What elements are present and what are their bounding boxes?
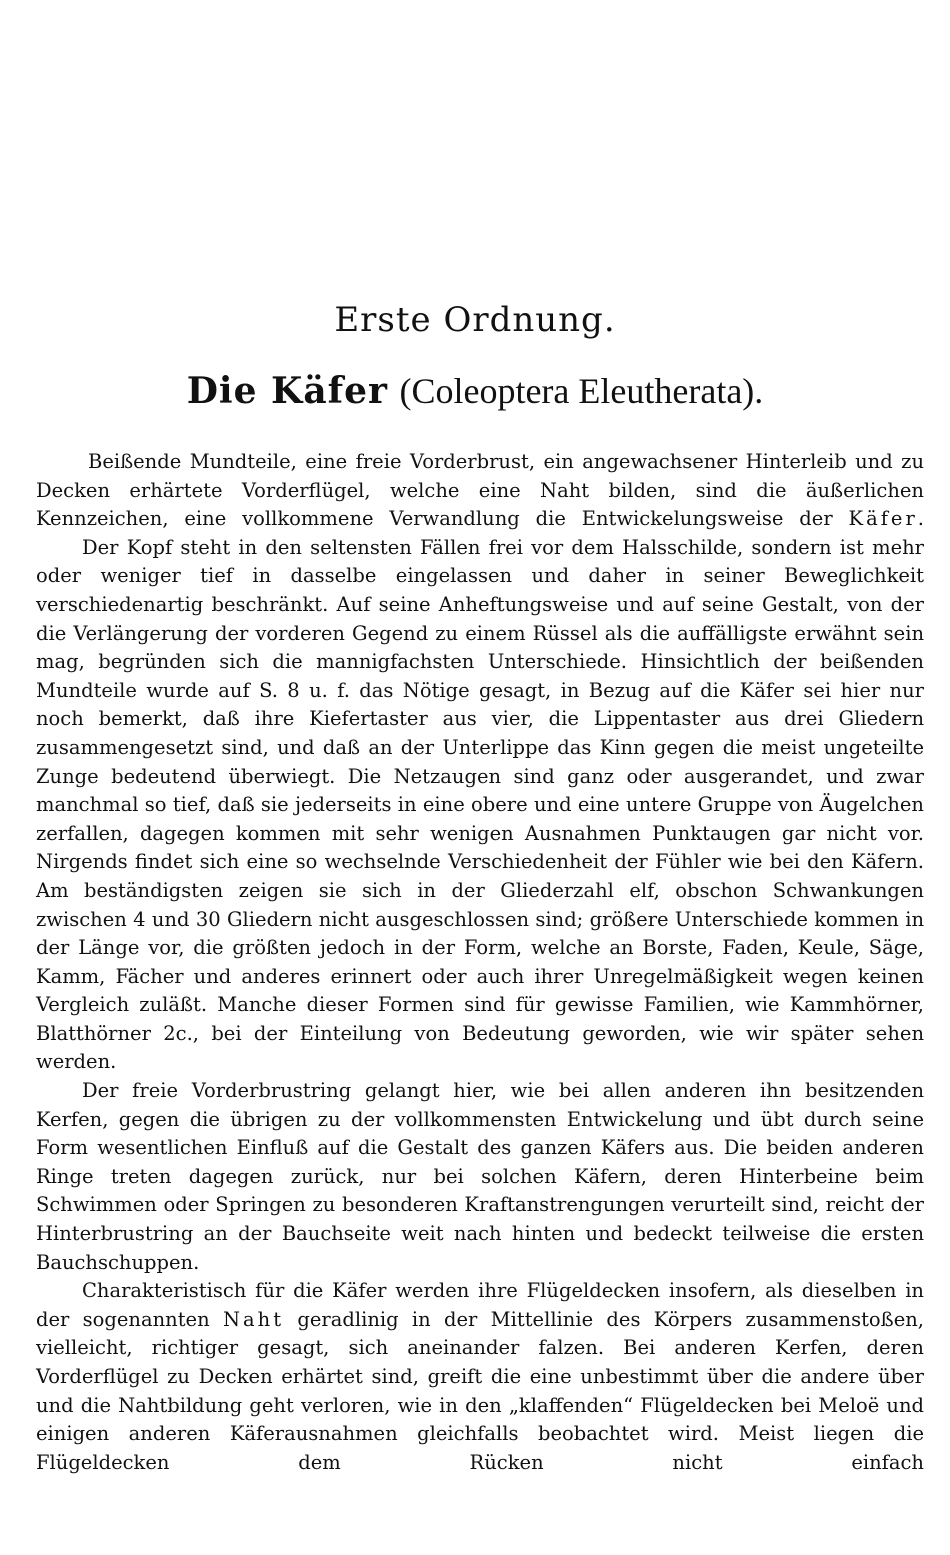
spaced-word-kaefer: Käfer: [848, 507, 918, 531]
paragraph-1-end: .: [917, 507, 924, 531]
paragraph-4-text: Charakteristisch für die Käfer werden ihre Flügeldecken insofern, als dieselben in der sogenannten: [36, 1279, 924, 1331]
paragraph-3: Der freie Vorderbrustring gelangt hier, wie bei allen anderen ihn besitzenden Kerfen, gegen die übrigen zu der vollkommensten Entwickelung und übt durch seine Form wesentlichen Einfluß auf die Gestalt des ganzen Käfers aus. Die beiden anderen Ringe treten dagegen zurück, nur bei solchen Käfern, deren Hinterbeine beim Schwimmen oder Springen zu besonderen Kraftanstrengungen verurteilt sind, reicht der Hinterbrustring an der Bauchseite weit nach hinten und bedeckt teilweise die ersten Bauchschuppen.: [36, 1079, 924, 1274]
paragraph-1-text: Beißende Mundteile, eine freie Vorderbrust, ein angewachsener Hinterleib und zu Decken erhärtete Vorderflügel, welche eine Naht bilden, sind die äußerlichen Kennzeichen, eine vollkommene Verwandlung die Entwickelungsweise der: [36, 450, 924, 531]
body-text: [36, 448, 924, 1477]
title-german: Die Käfer: [186, 370, 389, 412]
paragraph-4: [36, 1277, 924, 1477]
paragraph-2: Der Kopf steht in den seltensten Fällen frei vor dem Halsschilde, sondern ist mehr oder weniger tief in dasselbe eingelassen und daher in seiner Beweglichkeit verschiedenartig beschränkt. Auf seine Anheftungsweise und auf seine Gestalt, von der die Verlängerung der vorderen Gegend zu einem Rüssel als die auffälligste erwähnt sein mag, begründen sich die mannigfachsten Unterschiede. Hinsichtlich der beißenden Mundteile wurde auf S. 8 u. f. das Nötige gesagt, in Bezug auf die Käfer sei hier nur noch bemerkt, daß ihre Kiefertaster aus vier, die Lippentaster aus drei Gliedern zusammengesetzt sind, und daß an der Unterlippe das Kinn gegen die meist ungeteilte Zunge bedeutend überwiegt. Die Netzaugen sind ganz oder ausgerandet, und zwar manchmal so tief, daß sie jederseits in eine obere und eine untere Gruppe von Äugelchen zerfallen, dagegen kommen mit sehr wenigen Ausnahmen Punktaugen gar nicht vor. Nirgends findet sich eine so wechselnde Verschiedenheit der Fühler wie bei den Käfern. Am beständigsten zeigen sie sich in der Gliederzahl elf, obschon Schwankungen zwischen 4 und 30 Gliedern nicht ausgeschlossen sind; größere Unterschiede kommen in der Länge vor, die größten jedoch in der Form, welche an Borste, Faden, Keule, Säge, Kamm, Fächer und anderes erinnert oder auch ihrer Unregelmäßigkeit wegen keinen Vergleich zuläßt. Manche dieser Formen sind für gewisse Familien, wie Kammhörner, Blatthörner 2c., bei der Einteilung von Bedeutung geworden, wie wir später sehen werden.: [36, 535, 924, 1074]
paragraph-4-rest: geradlinig in der Mittellinie des Körpers zusammenstoßen, vielleicht, richtiger gesagt, sich aneinander falzen. Bei anderen Kerfen, deren Vorderflügel zu Decken erhärtet sind, greift die eine unbestimmt über die andere über und die Nahtbildung geht verloren, wie in den „klaffenden“ Flügeldecken bei Meloë und einigen anderen Käferausnahmen gleichfalls beobachtet wird. Meist liegen die Flügeldecken dem Rücken nicht einfach: [36, 1307, 924, 1474]
paragraph-1: [36, 448, 924, 534]
chapter-title: [0, 368, 950, 415]
spaced-word-naht: Naht: [222, 1307, 285, 1331]
title-latin: (Coleoptera Eleutherata).: [399, 371, 764, 411]
order-heading: Erste Ordnung.: [334, 300, 616, 340]
